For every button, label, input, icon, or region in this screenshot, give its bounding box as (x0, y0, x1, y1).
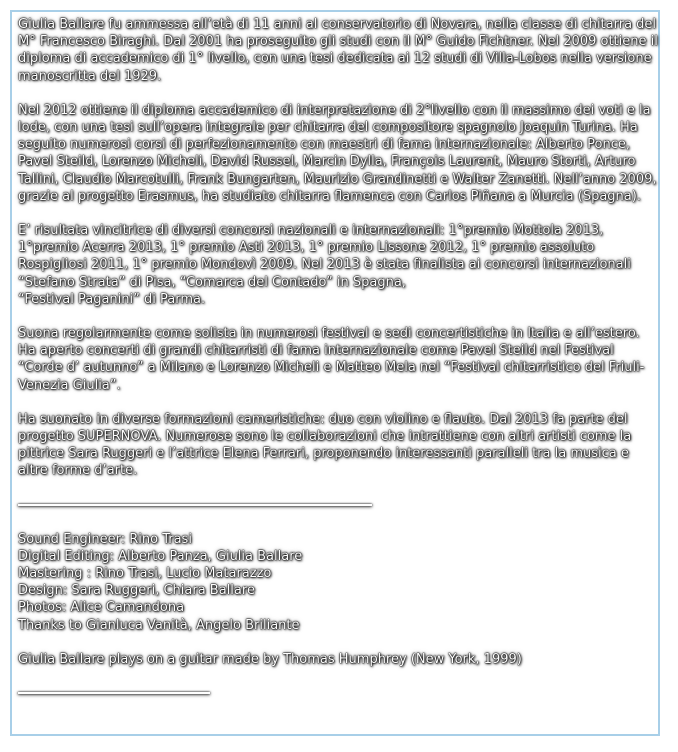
paragraph-gap (18, 634, 660, 651)
guitar-note: Giulia Ballare plays on a guitar made by Thomas Humphrey (New York, 1999) (18, 651, 522, 667)
credit-mastering: Mastering : Rino Trasi, Lucio Matarazzo (18, 566, 272, 582)
bio-paragraph-4: Suona regolarmente come solista in numerosi festival e sedi concertistiche in Italia e all’estero. Ha aperto concerti di grandi chitarristi di fama internazionale come Pavel Steild nel Festival “Corde d’ autunno” a Milano e Lorenzo Micheli e Matteo Mela nel “Festival chitarristico del Friuli-Venezia Giulia”. (18, 326, 645, 393)
paragraph-gap (18, 668, 660, 685)
divider-line-short (18, 692, 210, 694)
credit-thanks: Thanks to Gianluca Vanità, Angelo Briliante (18, 617, 300, 633)
paragraph-gap (18, 514, 660, 531)
paragraph-gap (18, 205, 660, 222)
credit-design: Design: Sara Ruggeri, Chiara Ballare (18, 583, 255, 599)
paragraph-gap (18, 480, 660, 497)
divider-line (18, 504, 372, 506)
biography-text-block (18, 16, 660, 702)
bio-paragraph-2: Nel 2012 ottiene il diploma accademico di interpretazione di 2°livello con il massimo dei voti e la lode, con una tesi sull’opera integrale per chitarra del compositore spagnolo Joaquin Turina. Ha seguito numerosi corsi di perfezionamento con maestri di fama internazionale: Alberto Ponce, Pavel Steild, Lorenzo Micheli, David Russel, Marcin Dylla, François Laurent, Mauro Storti, Arturo Tallini, Claudio Marcotulli, Frank Bungarten, Maurizio Grandinetti e Walter Zanetti. Nell’anno 2009, grazie al progetto Erasmus, ha studiato chitarra flamenca con Carlos Piñana a Murcia (Spagna). (18, 102, 657, 204)
credit-photos: Photos: Alice Camandona (18, 600, 185, 616)
paragraph-gap (18, 308, 660, 325)
paragraph-gap (18, 85, 660, 102)
credit-digital-editing: Digital Editing: Alberto Panza, Giulia Ballare (18, 548, 303, 564)
bio-paragraph-1: Giulia Ballare fu ammessa all’età di 11 anni al conservatorio di Novara, nella classe di chitarra del M° Francesco Biraghi. Dal 2001 ha proseguito gli studi con il M° Guido Fichtner. Nel 2009 ottiene il diploma di accademico di 1° livello, con una tesi dedicata ai 12 studi di Villa-Lobos nella versione manoscritta del 1929. (18, 17, 658, 84)
credits-block (18, 531, 660, 668)
bio-paragraph-3: E’ risultata vincitrice di diversi concorsi nazionali e internazionali: 1°premio Mottola 2013, 1°premio Acerra 2013, 1° premio Asti 2013, 1° premio Lissone 2012, 1° premio assoluto Rospigliosi 2011, 1° premio Mondovì 2009. Nel 2013 è stata finalista ai concorsi internazionali “Stefano Strata” di Pisa, “Comarca del Contado” in Spagna, “Festival Paganini” di Parma. (18, 223, 631, 307)
credit-sound-engineer: Sound Engineer: Rino Trasi (18, 531, 192, 547)
paragraph-gap (18, 394, 660, 411)
bio-paragraph-5: Ha suonato in diverse formazioni cameristiche: duo con violino e flauto. Dal 2013 fa parte del progetto SUPERNOVA. Numerose sono le collaborazioni che intrattiene con altri artisti come la pittrice Sara Ruggeri e l’attrice Elena Ferrari, proponendo interessanti paralleli tra la musica e altre forme d’arte. (18, 411, 632, 479)
